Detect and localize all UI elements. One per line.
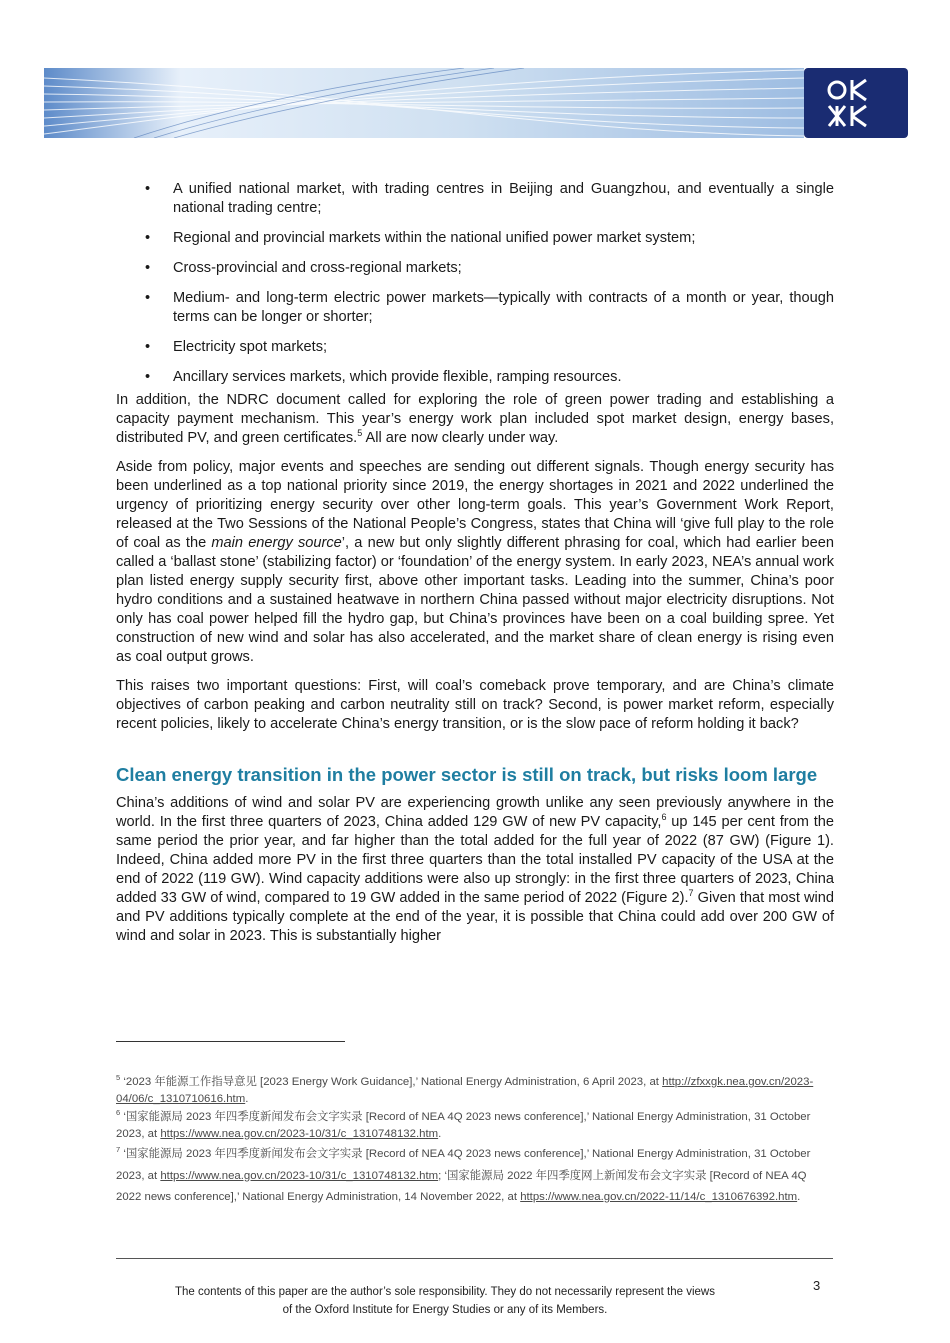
paragraph-ndrc: In addition, the NDRC document called for exploring the role of green power trading and establishing a capacity payment mechanism. This year’s energy work plan included spot market design, energy bases, distributed PV, and green certificates.$^5$ All are now clearly under way. [116,392,834,446]
bullet-dot: • [145,230,151,246]
main-content [116,180,834,956]
footnotes [116,1074,834,1211]
list-item: • Cross-provincial and cross-regional markets; [145,260,462,276]
bullet-dot: • [145,181,151,197]
header-graphic [44,68,908,138]
bullet-dot: • [145,369,151,385]
footnote-link[interactable]: http://zfxxgk.nea.gov.cn/2023-04/06/c_1310710616.htm [116,1076,814,1105]
paragraph-policy-signals: Aside from policy, major events and speeches are sending out different signals. Though energy security has been underlined as a top national priority since 2019, the energy shortages in 2021 and 2022 underlined the urgency of prioritizing energy security over other long-term goals. This year’s Government Work Report, released at the Two Sessions of the National People’s Congress, states that China will ‘give full play to the role of coal as the main energy source’, a new but only slightly different phrasing for coal, which had earlier been called a ‘ballast stone’ (stabilizing factor) or ‘foundation’ of the energy system. In early 2023, NEA’s annual work plan listed energy supply security first, above other important tasks. Leading into the summer, China’s poor hydro conditions and a sustained heatwave in northern China passed without major electricity disruptions. Not only has coal power helped fill the hydro gap, but China’s provinces have been on a coal building spree. Yet construction of new wind and solar has also accelerated, and the market share of clean energy is rising even as coal output grows. [116,459,834,665]
logo-box [804,68,908,138]
footer-disclaimer: The contents of this paper are the author’s sole responsibility. They do not necessarily represent the views of the Oxford Institute for Energy Studies or any of its Members. [175,1286,715,1316]
footnote-link[interactable]: https://www.nea.gov.cn/2023-10/31/c_1310748132.htm [160,1169,439,1182]
footnote-7: $^7$ ‘国家能源局 2023 年四季度新闻发布会文字实录 [Record of NEA 4Q 2023 news conference],’ National Energy Administration, 31 October 2023, at https://www.nea.gov.cn/2023-10/31/c_1310748132.htm; ‘国家能源局 2022 年四季度网上新闻发布会文字实录 [Record of NEA 4Q 2022 news conference],’ National Energy Administration, 14 November 2022, at https://www.nea.gov.cn/2022-11/14/c_1310676392.htm. [116,1145,811,1203]
list-item: • Medium- and long-term electric power markets—typically with contracts of a month or year, though terms can be longer or shorter; [145,290,834,325]
footnote-5: $^5$ ‘2023 年能源工作指导意见 [2023 Energy Work Guidance],’ National Energy Administration, 6 April 2023, at http://zfxxgk.nea.gov.cn/2023-04/06/c_1310710616.htm. [116,1073,814,1105]
footnote-link[interactable]: https://www.nea.gov.cn/2022-11/14/c_1310676392.htm [520,1191,798,1203]
page-number: 3 [813,1278,821,1293]
list-item: • A unified national market, with trading centres in Beijing and Guangzhou, and eventually a single national trading centre; [145,181,834,216]
footnote-ref-6[interactable]: 6 [661,812,667,823]
footnote-ref-5[interactable]: 5 [357,428,363,439]
list-item: • Electricity spot markets; [145,339,328,355]
header-banner [44,68,908,138]
bullet-dot: • [145,260,151,276]
paragraph-questions: This raises two important questions: First, will coal’s comeback prove temporary, and are China’s climate objectives of carbon peaking and carbon neutrality still on track? Second, is power market reform, especially recent policies, likely to accelerate China’s energy transition, or is the slow pace of reform holding it back? [116,678,834,732]
footnote-6: $^6$ ‘国家能源局 2023 年四季度新闻发布会文字实录 [Record of NEA 4Q 2023 news conference],’ National Energy Administration, 31 October 2023, at https://www.nea.gov.cn/2023-10/31/c_1310748132.htm. [116,1108,811,1140]
footnote-ref-7[interactable]: 7 [688,888,694,899]
list-item: • Ancillary services markets, which provide flexible, ramping resources. [145,369,622,385]
footer-rule [116,1258,833,1259]
bullet-dot: • [145,290,151,306]
bullet-list [116,180,834,387]
emphasis-main-energy-source: main energy source [211,535,342,551]
section-heading: Clean energy transition in the power sector is still on track, but risks loom large [116,764,818,785]
bullet-dot: • [145,339,151,355]
footnote-separator [116,1041,345,1042]
footnote-link[interactable]: https://www.nea.gov.cn/2023-10/31/c_1310748132.htm [160,1127,439,1140]
paragraph-additions: China’s additions of wind and solar PV are experiencing growth unlike any seen previously anywhere in the world. In the first three quarters of 2023, China added 129 GW of new PV capacity,$^6$ up 145 per cent from the same period the prior year, and far higher than the total added for the full year of 2022 (87 GW) (Figure 1). Indeed, China added more PV in the first three quarters than the total installed PV capacity of the USA at the end of 2022 (119 GW). Wind capacity additions were also up strongly: in the first three quarters of 2023, China added 33 GW of wind, compared to 19 GW added in the same period of 2022 (Figure 2).$^7$ Given that most wind and PV additions typically complete at the end of the year, it is possible that China could add over 200 GW of wind and solar in 2023. This is substantially higher [116,795,835,944]
list-item: • Regional and provincial markets within the national unified power market system; [145,230,696,246]
